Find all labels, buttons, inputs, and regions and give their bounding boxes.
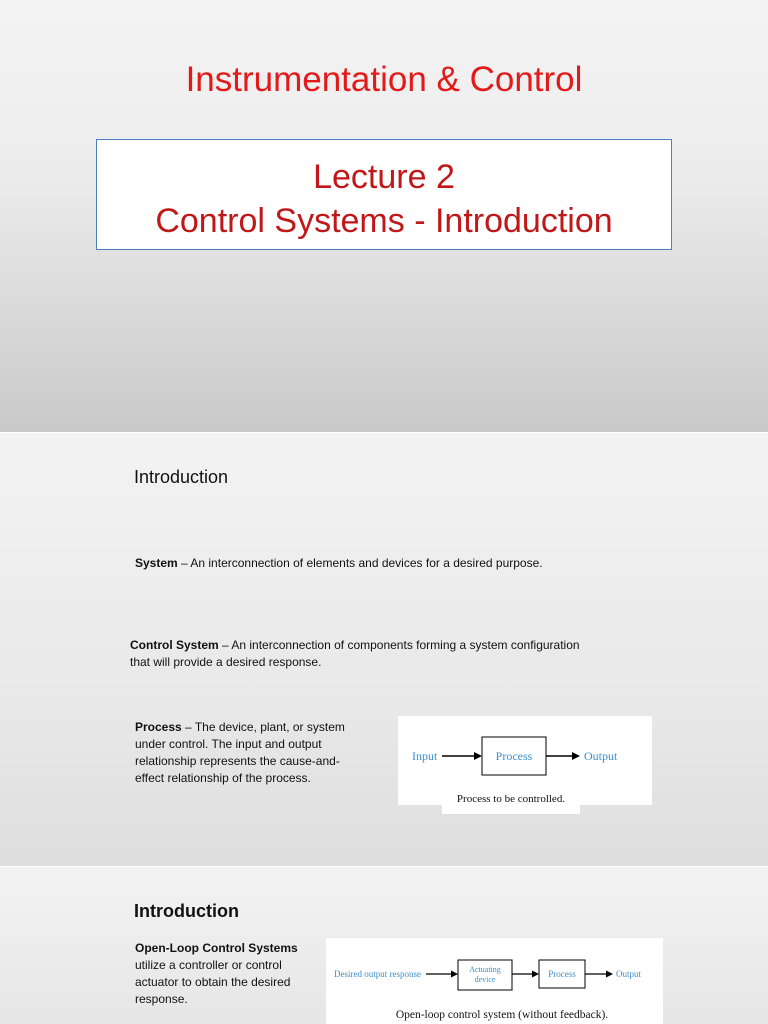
process-term: Process: [135, 720, 182, 734]
lecture-number: Lecture 2: [313, 158, 455, 196]
deck-title: Instrumentation & Control: [185, 60, 583, 99]
process-caption: Process to be controlled.: [442, 790, 580, 814]
arrowhead-actuating: [532, 971, 539, 978]
actuating-label-line2: device: [474, 975, 496, 984]
process-line1: – The device, plant, or system: [181, 720, 345, 734]
arrowhead-output: [572, 752, 580, 760]
system-definition: [135, 555, 543, 572]
control-system-definition: [130, 637, 580, 671]
arrowhead-desired: [451, 971, 458, 978]
diagram-input-label: Input: [412, 749, 438, 763]
actuating-label-line1: Actuating: [469, 965, 501, 974]
arrowhead-output: [606, 971, 613, 978]
lecture-subtitle: Control Systems - Introduction: [155, 202, 613, 240]
control-def-line1: – An interconnection of components forming a system configuration: [218, 638, 580, 652]
diagram-process-label: Process: [548, 969, 576, 979]
control-term: Control System: [130, 638, 219, 652]
process-definition: [135, 719, 375, 787]
openloop-line2: utilize a controller or control: [135, 958, 282, 972]
control-def-line2: that will provide a desired response.: [130, 655, 322, 669]
system-term: System: [135, 556, 178, 570]
openloop-line3: actuator to obtain the desired: [135, 975, 291, 989]
process-line2: under control. The input and output: [135, 737, 322, 751]
open-loop-caption: Open-loop control system (without feedback).: [384, 1007, 620, 1024]
open-loop-slide: [0, 867, 768, 1024]
introduction-slide: [0, 433, 768, 866]
openloop-line1: Open-Loop Control Systems: [135, 941, 298, 955]
system-def-text: – An interconnection of elements and devices for a desired purpose.: [177, 556, 543, 570]
process-line3: relationship represents the cause-and-: [135, 754, 340, 768]
openloop-line4: response.: [135, 992, 188, 1006]
diagram-desired-label: Desired output response: [334, 969, 421, 979]
diagram-output-label: Output: [616, 969, 642, 979]
arrowhead-input: [474, 752, 482, 760]
process-line4: effect relationship of the process.: [135, 771, 311, 785]
slide-heading: Introduction: [134, 467, 229, 487]
title-slide: [0, 0, 768, 432]
slide-heading: Introduction: [134, 901, 239, 921]
diagram-output-label: Output: [584, 749, 618, 763]
open-loop-definition: [135, 940, 325, 1008]
lecture-title-box: [96, 139, 672, 250]
diagram-process-label: Process: [495, 749, 533, 763]
